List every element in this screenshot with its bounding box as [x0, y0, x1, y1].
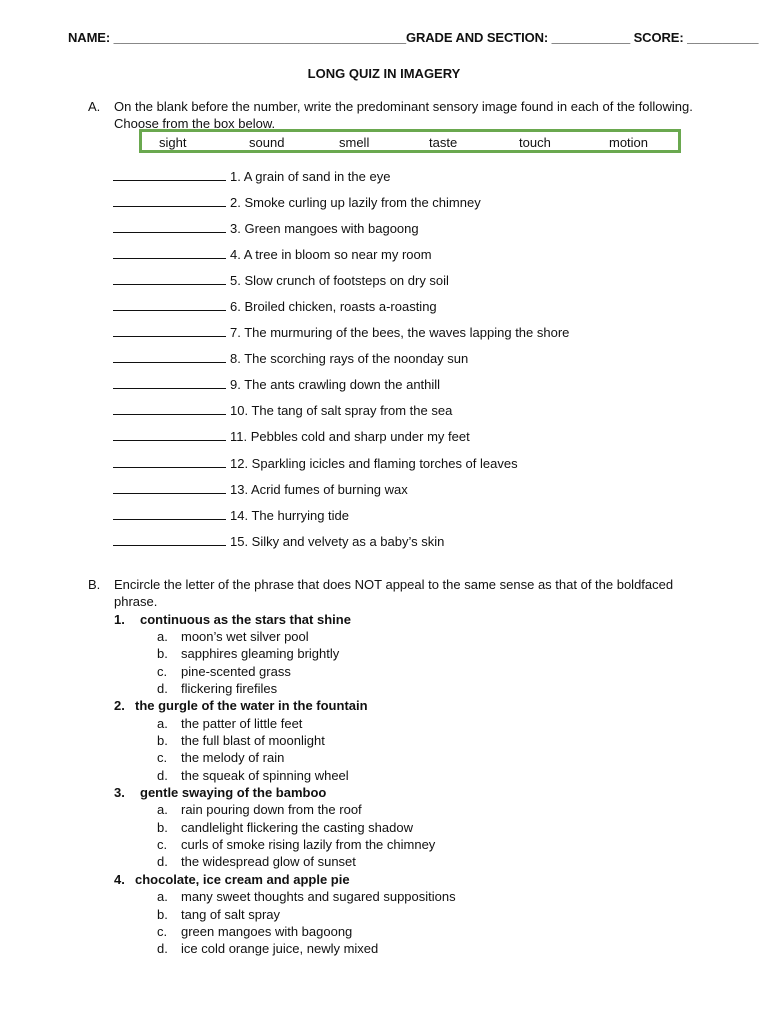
answer-blank[interactable]: [113, 350, 226, 363]
answer-blank[interactable]: [113, 481, 226, 494]
option-text: sapphires gleaming brightly: [181, 646, 340, 661]
question-number: 3.: [114, 785, 125, 800]
answer-blank[interactable]: [113, 428, 226, 441]
list-item: [113, 272, 449, 290]
item-text: 7. The murmuring of the bees, the waves lapping the shore: [230, 325, 570, 340]
option-text: candlelight flickering the casting shadow: [181, 820, 413, 835]
option-text: the full blast of moonlight: [181, 733, 325, 748]
option-item[interactable]: [157, 889, 456, 904]
option-item[interactable]: [157, 924, 352, 939]
item-text: 14. The hurrying tide: [230, 508, 349, 523]
question-phrase: chocolate, ice cream and apple pie: [135, 872, 350, 887]
option-letter: b.: [157, 733, 168, 748]
grade-label: GRADE AND SECTION:: [405, 30, 549, 45]
section-a-instructions: [88, 98, 693, 132]
list-item: [113, 350, 468, 368]
item-text: 8. The scorching rays of the noonday sun: [230, 351, 469, 366]
option-item[interactable]: [157, 664, 291, 679]
section-a-text: On the blank before the number, write the predominant sensory image found in each of the following. Choose from the box below.: [114, 99, 693, 131]
question-heading: [114, 612, 351, 627]
item-text: 4. A tree in bloom so near my room: [230, 247, 432, 262]
option-text: the widespread glow of sunset: [181, 854, 356, 869]
item-text: 12. Sparkling icicles and flaming torches of leaves: [230, 456, 518, 471]
grade-blank: ___________: [551, 30, 631, 45]
list-item: [113, 376, 440, 394]
option-text: pine-scented grass: [181, 664, 291, 679]
option-item[interactable]: [157, 750, 284, 765]
item-text: 6. Broiled chicken, roasts a-roasting: [230, 299, 437, 314]
option-letter: a.: [157, 629, 168, 644]
question-phrase: gentle swaying of the bamboo: [140, 785, 327, 800]
option-item[interactable]: [157, 941, 378, 956]
option-letter: d.: [157, 768, 168, 783]
option-text: the melody of rain: [181, 750, 285, 765]
option-letter: d.: [157, 941, 168, 956]
name-label: NAME:: [68, 30, 111, 45]
section-b-text: Encircle the letter of the phrase that does NOT appeal to the same sense as that of the boldfaced phrase.: [114, 577, 674, 609]
item-text: 11. Pebbles cold and sharp under my feet: [230, 429, 470, 444]
list-item: [113, 168, 390, 186]
answer-blank[interactable]: [113, 220, 226, 233]
list-item: [113, 220, 419, 238]
answer-blank[interactable]: [113, 402, 226, 415]
option-text: green mangoes with bagoong: [181, 924, 353, 939]
option-text: many sweet thoughts and sugared suppositions: [181, 889, 456, 904]
answer-blank[interactable]: [113, 376, 226, 389]
choice-sight: sight: [159, 135, 187, 150]
answer-blank[interactable]: [113, 168, 226, 181]
list-item: [113, 246, 432, 264]
header-line: [68, 30, 759, 45]
option-letter: b.: [157, 646, 168, 661]
question-number: 1.: [114, 612, 125, 627]
choice-sound: sound: [249, 135, 285, 150]
list-item: [113, 428, 470, 446]
item-text: 2. Smoke curling up lazily from the chimney: [230, 195, 481, 210]
option-text: ice cold orange juice, newly mixed: [181, 941, 379, 956]
section-b-letter: B.: [88, 577, 101, 592]
answer-blank[interactable]: [113, 298, 226, 311]
option-text: curls of smoke rising lazily from the chimney: [181, 837, 436, 852]
score-label: SCORE:: [633, 30, 684, 45]
option-letter: c.: [157, 664, 168, 679]
option-item[interactable]: [157, 907, 280, 922]
option-letter: b.: [157, 820, 168, 835]
item-text: 3. Green mangoes with bagoong: [230, 221, 419, 236]
choice-box: [139, 129, 681, 153]
option-item[interactable]: [157, 646, 339, 661]
item-text: 15. Silky and velvety as a baby’s skin: [230, 534, 445, 549]
score-blank: __________: [687, 30, 759, 45]
item-text: 1. A grain of sand in the eye: [230, 169, 391, 184]
question-number: 4.: [114, 872, 125, 887]
list-item: [113, 194, 481, 212]
choice-touch: touch: [519, 135, 551, 150]
option-item[interactable]: [157, 854, 356, 869]
option-item[interactable]: [157, 837, 435, 852]
option-text: moon’s wet silver pool: [181, 629, 309, 644]
option-text: the patter of little feet: [181, 716, 303, 731]
choice-smell: smell: [339, 135, 370, 150]
list-item: [113, 455, 518, 473]
option-item[interactable]: [157, 629, 309, 644]
name-blank: _________________________________________: [113, 30, 406, 45]
answer-blank[interactable]: [113, 324, 226, 337]
list-item: [113, 507, 349, 525]
option-letter: d.: [157, 681, 168, 696]
choice-motion: motion: [609, 135, 649, 150]
item-text: 10. The tang of salt spray from the sea: [230, 403, 453, 418]
option-item[interactable]: [157, 681, 277, 696]
list-item: [113, 533, 444, 551]
list-item: [113, 481, 408, 499]
option-item[interactable]: [157, 768, 349, 783]
question-heading: [114, 872, 350, 887]
question-heading: [114, 785, 326, 800]
option-text: tang of salt spray: [181, 907, 280, 922]
list-item: [113, 402, 452, 420]
list-item: [113, 298, 437, 316]
option-item[interactable]: [157, 716, 302, 731]
list-item: [113, 324, 569, 342]
section-a-letter: A.: [88, 99, 101, 114]
option-letter: a.: [157, 802, 168, 817]
option-letter: d.: [157, 854, 168, 869]
option-letter: b.: [157, 907, 168, 922]
quiz-title: LONG QUIZ IN IMAGERY: [307, 66, 461, 81]
answer-blank[interactable]: [113, 246, 226, 259]
section-b-instructions: [88, 576, 688, 610]
option-letter: c.: [157, 750, 168, 765]
option-item[interactable]: [157, 820, 413, 835]
option-text: the squeak of spinning wheel: [181, 768, 349, 783]
question-phrase: the gurgle of the water in the fountain: [135, 698, 368, 713]
option-text: flickering firefiles: [181, 681, 278, 696]
option-letter: c.: [157, 924, 168, 939]
question-number: 2.: [114, 698, 125, 713]
answer-blank[interactable]: [113, 194, 226, 207]
question-heading: [114, 698, 368, 713]
item-text: 13. Acrid fumes of burning wax: [230, 482, 408, 497]
answer-blank[interactable]: [113, 507, 226, 520]
option-text: rain pouring down from the roof: [181, 802, 362, 817]
option-letter: c.: [157, 837, 168, 852]
answer-blank[interactable]: [113, 272, 226, 285]
answer-blank[interactable]: [113, 533, 226, 546]
option-letter: a.: [157, 716, 168, 731]
option-item[interactable]: [157, 802, 362, 817]
option-item[interactable]: [157, 733, 325, 748]
option-letter: a.: [157, 889, 168, 904]
item-text: 5. Slow crunch of footsteps on dry soil: [230, 273, 449, 288]
question-phrase: continuous as the stars that shine: [140, 612, 351, 627]
item-text: 9. The ants crawling down the anthill: [230, 377, 441, 392]
answer-blank[interactable]: [113, 455, 226, 468]
choice-taste: taste: [429, 135, 458, 150]
